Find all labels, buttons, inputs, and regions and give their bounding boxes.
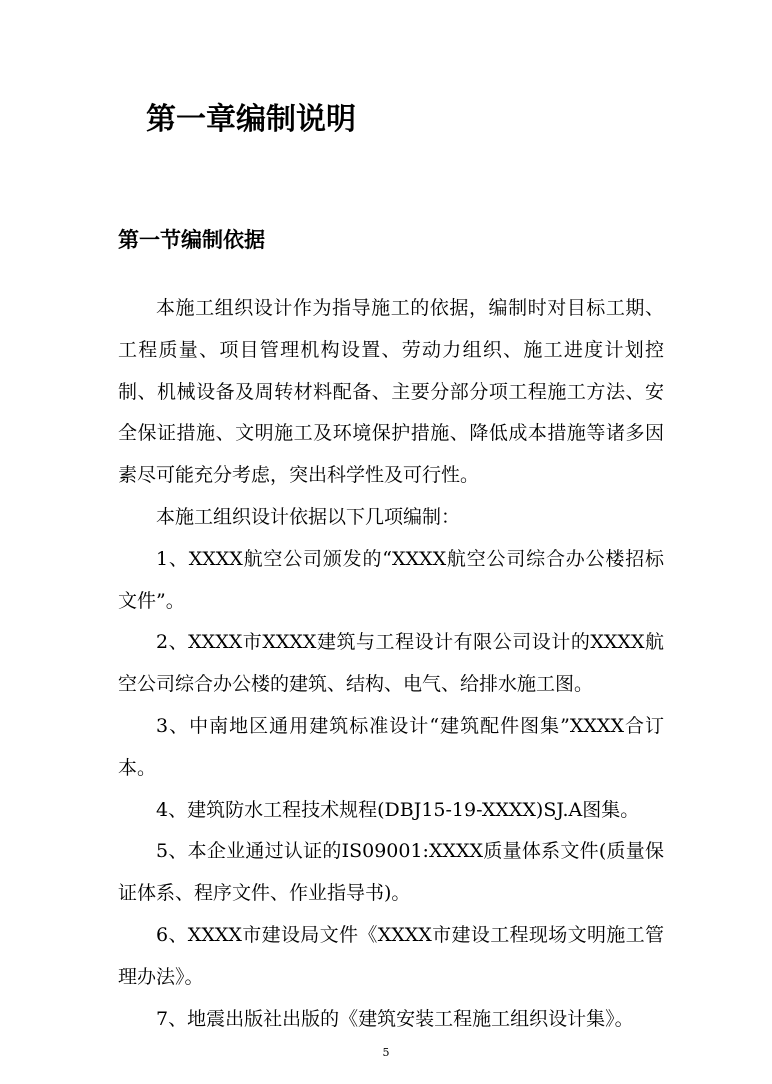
- basis-item-5: 5、本企业通过认证的IS09001:XXXX质量体系文件(质量保证体系、程序文件、作业指导书)。: [118, 840, 664, 905]
- basis-item-3: 3、中南地区通用建筑标准设计“建筑配件图集”XXXX合订本。: [118, 714, 664, 779]
- basis-item-7: 7、地震出版社出版的《建筑安装工程施工组织设计集》。: [156, 1007, 634, 1030]
- basis-item-4: 4、建筑防水工程技术规程(DBJ15-19-XXXX)SJ.A图集。: [156, 798, 640, 821]
- page-number: 5: [382, 1046, 390, 1059]
- chapter-title: 第一章编制说明: [146, 102, 356, 137]
- body-text: [118, 288, 664, 1040]
- paragraph-intro: 本施工组织设计作为指导施工的依据，编制时对目标工期、工程质量、项目管理机构设置、劳动力组织、施工进度计划控制、机械设备及周转材料配备、主要分部分项工程施工方法、安全保证措施、文明施工及环境保护措施、降低成本措施等诸多因素尽可能充分考虑，突出科学性及可行性。: [118, 297, 664, 487]
- basis-item-6: 6、XXXX市建设局文件《XXXX市建设工程现场文明施工管理办法》。: [118, 923, 664, 988]
- section-title: 第一节编制依据: [118, 228, 265, 252]
- paragraph-basis-lead: 本施工组织设计依据以下几项编制：: [156, 505, 461, 528]
- basis-item-1: 1、XXXX航空公司颁发的“XXXX航空公司综合办公楼招标文件”。: [118, 547, 664, 612]
- basis-item-2: 2、XXXX市XXXX建筑与工程设计有限公司设计的XXXX航空公司综合办公楼的建筑、结构、电气、给排水施工图。: [118, 631, 664, 696]
